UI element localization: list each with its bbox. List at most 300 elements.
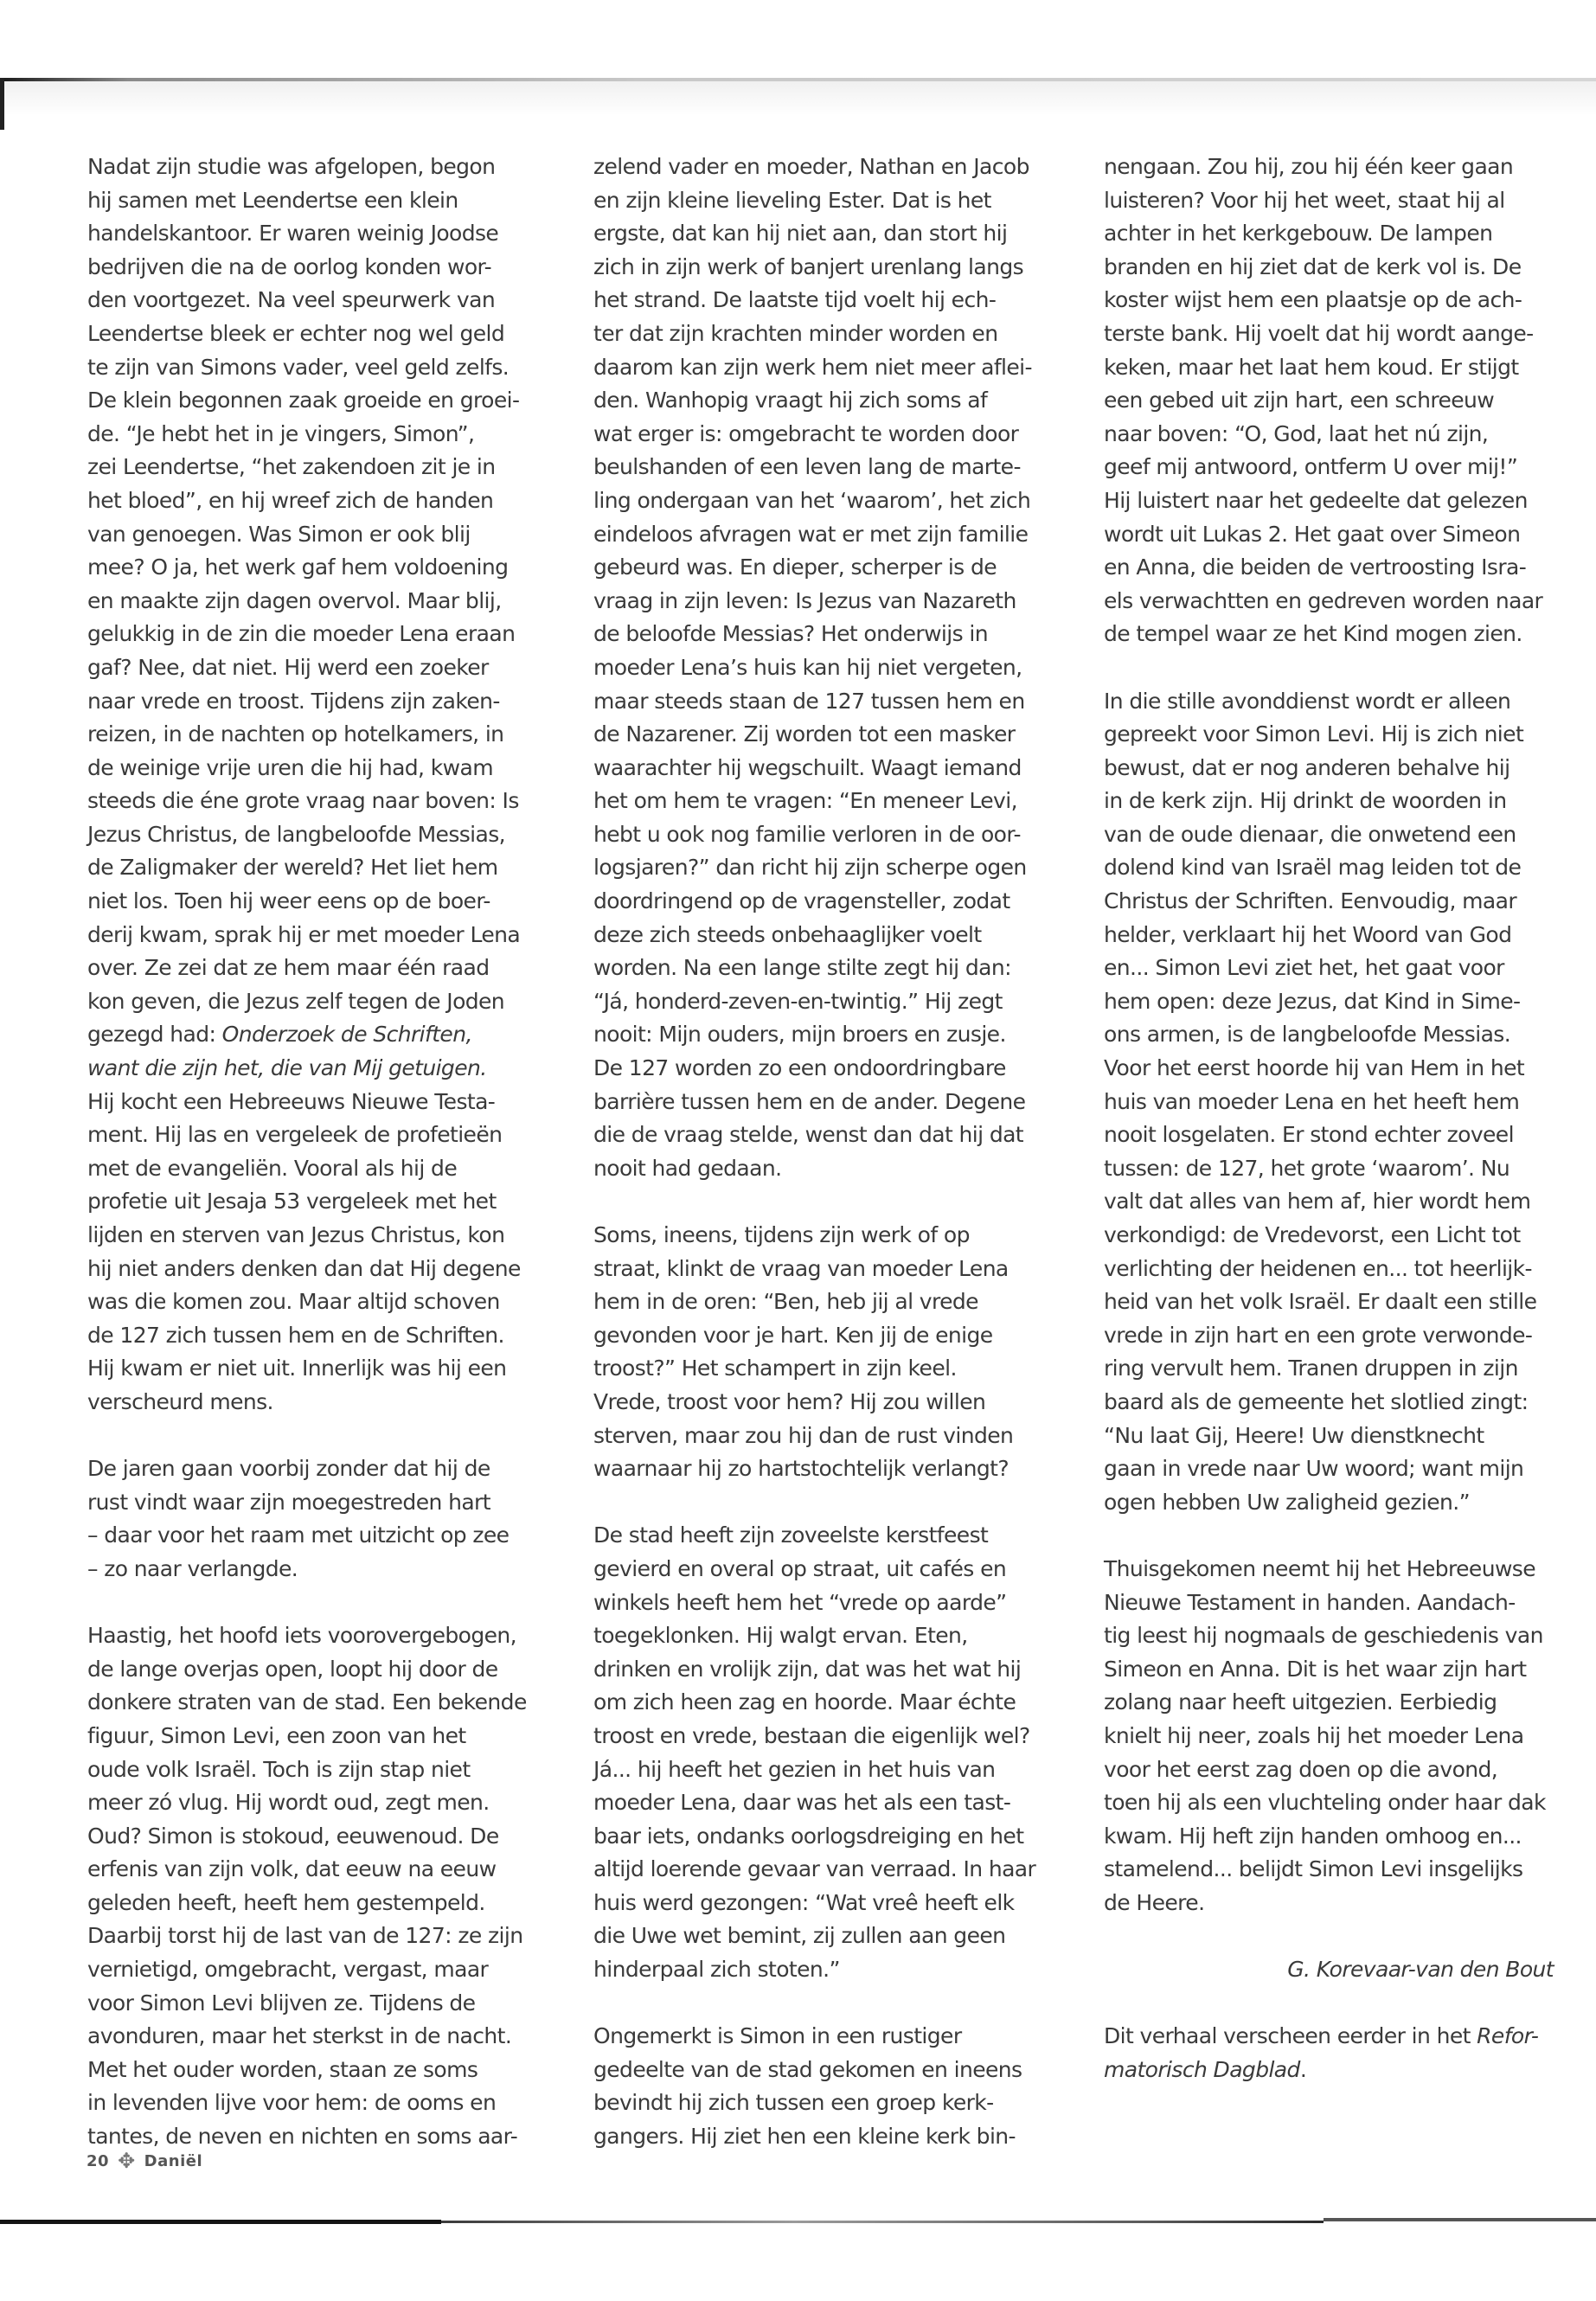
text-segment: moeder Lena, daar was het als een tast- [593,1790,1011,1816]
text-segment: Hij kwam er niet uit. Innerlijk was hij een [87,1356,507,1381]
text-segment: valt dat alles van hem af, hier wordt hem [1104,1189,1531,1215]
page-top-shadow [0,81,1596,116]
text-line [1104,184,1562,218]
article-column-1 [87,151,546,2154]
text-segment: bewust, dat er nog anderen behalve hij [1104,754,1510,780]
text-line [1104,585,1562,619]
text-segment: de weinige vrije uren die hij had, kwam [87,754,493,780]
text-segment: over. Ze zei dat ze hem maar één raad [87,955,490,981]
text-segment: barrière tussen hem en de ander. Degene [593,1088,1026,1114]
text-line [1104,451,1562,484]
text-line [593,718,1052,752]
text-segment: maar steeds staan de 127 tussen hem en [593,688,1025,714]
text-line [1104,1586,1562,1620]
text-line [1104,1753,1562,1787]
italic-quote: Onderzoek de Schriften, [221,1022,472,1048]
text-line [1104,1619,1562,1653]
text-segment: in levenden lijve voor hem: de ooms en [87,2090,497,2116]
text-segment: Simeon en Anna. Dit is het waar zijn hart [1104,1656,1527,1682]
text-segment: ogen hebben Uw zaligheid gezien.” [1104,1489,1470,1515]
text-segment: nooit losgelaten. Er stond echter zoveel [1104,1122,1514,1148]
source-note-text: Dit verhaal verscheen eerder in het [1104,2023,1477,2049]
text-segment: “Já, honderd-zeven-en-twintig.” Hij zegt [593,988,1003,1014]
text-segment: bedrijven die na de oorlog konden wor- [87,253,492,279]
magazine-name: Daniël [144,2151,203,2170]
text-line [1104,1319,1562,1353]
text-line [87,484,546,518]
text-line [593,1519,1052,1553]
text-segment: de Heere. [1104,1889,1205,1915]
text-segment: zei Leendertse, “het zakendoen zit je in [87,454,496,480]
text-line [87,752,546,785]
text-segment: gaan in vrede naar Uw woord; want mijn [1104,1456,1524,1482]
text-line [87,685,546,719]
text-line [1104,351,1562,385]
text-line [593,851,1052,885]
text-line [1104,1219,1562,1253]
text-line [87,1253,546,1286]
paragraph-gap [1104,1987,1562,2021]
text-segment: straat, klinkt de vraag van moeder Lena [593,1255,1009,1281]
text-line [593,351,1052,385]
text-segment: Jezus Christus, de langbeloofde Messias, [87,821,506,847]
text-segment: wordt uit Lukas 2. Het gaat over Simeon [1104,521,1521,547]
text-segment: de. “Je hebt het in je vingers, Simon”, [87,420,475,446]
page-number: 20 [87,2151,110,2170]
text-line [593,251,1052,285]
text-line [593,2120,1052,2154]
text-segment: gepreekt voor Simon Levi. Hij is zich niet [1104,721,1524,747]
source-note-text: . [1299,2056,1307,2082]
text-line [593,1653,1052,1687]
text-line [593,1319,1052,1353]
text-segment: De stad heeft zijn zoveelste kerstfeest [593,1522,989,1548]
source-note-line-1 [1104,2020,1562,2054]
text-segment: het om hem te vragen: “En meneer Levi, [593,788,1017,814]
text-segment: handelskantoor. Er waren weinig Joodse [87,221,499,247]
text-line [87,651,546,685]
text-segment: heid van het volk Israël. Er daalt een stille [1104,1289,1537,1315]
text-line [593,1686,1052,1720]
text-line [593,418,1052,452]
text-segment: verscheurd mens. [87,1388,273,1414]
text-line [87,551,546,585]
text-line [593,2054,1052,2087]
text-line [87,251,546,285]
text-line [87,151,546,184]
text-line [593,1920,1052,1953]
text-line [87,1452,546,1486]
text-segment: Haastig, het hoofd iets voorovergebogen, [87,1623,516,1649]
text-segment: Vrede, troost voor hem? Hij zou willen [593,1388,986,1414]
text-segment: branden en hij ziet dat de kerk vol is. De [1104,253,1522,279]
text-segment: De 127 worden zo een ondoordringbare [593,1055,1006,1081]
text-segment: erfenis van zijn volk, dat eeuw na eeuw [87,1856,497,1882]
paragraph-gap [593,1987,1052,2021]
text-line [87,952,546,985]
text-segment: toegeklonken. Hij walgt ervan. Eten, [593,1623,968,1649]
text-segment: altijd loerende gevaar van verraad. In haar [593,1856,1036,1882]
text-segment: gelukkig in de zin die moeder Lena eraan [87,621,516,647]
text-segment: knielt hij neer, zoals hij het moeder Lena [1104,1722,1524,1748]
text-segment: huis werd gezongen: “Wat vreê heeft elk [593,1889,1015,1915]
text-segment: de Zaligmaker der wereld? Het liet hem [87,855,498,881]
italic-quote: want die zijn het, die van Mij getuigen. [87,1055,487,1081]
author-byline: G. Korevaar-van den Bout [1287,1957,1554,1983]
text-line [1104,1452,1562,1486]
text-line [1104,818,1562,852]
text-line [1104,718,1562,752]
text-segment: Leendertse bleek er echter nog wel geld [87,320,505,346]
text-segment: baard als de gemeente het slotlied zingt: [1104,1388,1529,1414]
text-line [87,785,546,818]
text-segment: logsjaren?” dan richt hij zijn scherpe ogen [593,855,1027,881]
text-line [593,551,1052,585]
text-segment: tantes, de neven en nichten en soms aar- [87,2124,518,2150]
text-line [1104,1018,1562,1052]
text-line [1104,885,1562,919]
text-line [593,885,1052,919]
text-segment: koster wijst hem een plaatsje op de ach- [1104,287,1522,313]
text-line [87,1352,546,1386]
text-line [1104,851,1562,885]
text-segment: Christus der Schriften. Eenvoudig, maar [1104,888,1517,914]
text-segment: keken, maar het laat hem koud. Er stijgt [1104,354,1519,380]
text-line [87,451,546,484]
text-line [593,618,1052,651]
text-segment: hinderpaal zich stoten.” [593,1957,840,1983]
text-segment: waarachter hij wegschuilt. Waagt iemand [593,754,1022,780]
text-segment: troost?” Het schampert in zijn keel. [593,1356,957,1381]
text-line [87,284,546,317]
text-line [87,1619,546,1653]
text-segment: hij niet anders denken dan dat Hij degene [87,1255,521,1281]
text-line [87,518,546,552]
text-segment: nooit had gedaan. [593,1155,782,1181]
text-line [593,1219,1052,1253]
text-line [1104,618,1562,651]
text-line [593,1820,1052,1854]
text-line [87,351,546,385]
text-line [87,618,546,651]
text-segment: met de evangeliën. Vooral als hij de [87,1155,458,1181]
text-segment: ons armen, is de langbeloofde Messias. [1104,1022,1511,1048]
text-segment: ring vervult hem. Tranen druppen in zijn [1104,1356,1518,1381]
text-line [593,2020,1052,2054]
text-segment: mee? O ja, het werk gaf hem voldoening [87,554,509,580]
text-segment: In die stille avonddienst wordt er alleen [1104,688,1511,714]
text-line [593,217,1052,251]
text-segment: hem in de oren: “Ben, heb jij al vrede [593,1289,978,1315]
text-segment: – daar voor het raam met uitzicht op zee [87,1522,510,1548]
text-line [87,585,546,619]
text-segment: den voortgezet. Na veel speurwerk van [87,287,496,313]
text-segment: stamelend... belijdt Simon Levi insgelijks [1104,1856,1523,1882]
paragraph-gap [87,1420,546,1453]
paragraph-gap [1104,1519,1562,1553]
text-line [87,1720,546,1753]
text-segment: profetie uit Jesaja 53 vergeleek met het [87,1189,497,1215]
text-segment: luisteren? Voor hij het weet, staat hij al [1104,187,1505,213]
paragraph-gap [1104,1920,1562,1953]
source-note-publication: matorisch Dagblad [1104,2056,1300,2082]
text-line [87,2120,546,2154]
text-segment: Ongemerkt is Simon in een rustiger [593,2023,962,2049]
text-segment: vraag in zijn leven: Is Jezus van Nazareth [593,587,1016,613]
text-line [593,1086,1052,1119]
text-segment: Oud? Simon is stokoud, eeuwenoud. De [87,1823,499,1849]
text-line [87,1152,546,1186]
text-line [593,1352,1052,1386]
text-segment: geef mij antwoord, ontferm U over mij!” [1104,454,1518,480]
text-line [593,284,1052,317]
text-line [87,1285,546,1319]
text-line [1104,1052,1562,1086]
text-segment: waarnaar hij zo hartstochtelijk verlangt? [593,1456,1009,1482]
text-segment: nengaan. Zou hij, zou hij één keer gaan [1104,154,1514,179]
text-line [1104,151,1562,184]
text-line [87,818,546,852]
text-segment: daarom kan zijn werk hem niet meer aflei- [593,354,1032,380]
text-segment: en zijn kleine lieveling Ester. Dat is het [593,187,991,213]
text-segment: de 127 zich tussen hem en de Schriften. [87,1322,504,1348]
text-segment: avonduren, maar het sterkst in de nacht. [87,2023,512,2049]
page-bottom-edge [0,2220,441,2224]
text-line [87,1786,546,1820]
text-segment: verlichting der heidenen en... tot heerlijk- [1104,1255,1532,1281]
text-segment: hebt u ook nog familie verloren in de oor- [593,821,1021,847]
text-segment: een gebed uit zijn hart, een schreeuw [1104,388,1495,413]
text-segment: gevierd en overal op straat, uit cafés en [593,1555,1007,1581]
text-line [593,1152,1052,1186]
text-line [593,651,1052,685]
article-column-2 [593,151,1052,2154]
text-segment: gangers. Hij ziet hen een kleine kerk bin- [593,2124,1016,2150]
text-line [1104,1686,1562,1720]
text-segment: te zijn van Simons vader, veel geld zelfs. [87,354,510,380]
text-segment: eindeloos afvragen wat er met zijn familie [593,521,1029,547]
text-segment: meer zó vlug. Hij wordt oud, zegt men. [87,1790,490,1816]
text-line [1104,251,1562,285]
text-segment: vrede in zijn hart en een grote verwonde- [1104,1322,1533,1348]
text-line [87,418,546,452]
text-line [1104,1786,1562,1820]
text-line [87,1853,546,1887]
text-segment: rust vindt waar zijn moegestreden hart [87,1489,490,1515]
text-line [593,484,1052,518]
text-segment: ment. Hij las en vergeleek de profetieën [87,1122,503,1148]
text-line [593,1619,1052,1653]
text-segment: sterven, maar zou hij dan de rust vinden [593,1422,1014,1448]
text-line [1104,217,1562,251]
text-line [87,851,546,885]
text-line [87,718,546,752]
paragraph-gap [593,1486,1052,1520]
text-segment: het bloed”, en hij wreef zich de handen [87,487,494,513]
text-segment: Já... hij heeft het gezien in het huis van [593,1756,996,1782]
paragraph-gap [1104,651,1562,685]
text-segment: hij samen met Leendertse een klein [87,187,458,213]
text-line [593,317,1052,351]
text-segment: ter dat zijn krachten minder worden en [593,320,998,346]
text-segment: winkels heeft hem het “vrede op aarde” [593,1589,1007,1615]
text-segment: naar boven: “O, God, laat het nú zijn, [1104,420,1489,446]
text-segment: voor het eerst zag doen op die avond, [1104,1756,1498,1782]
text-segment: ling ondergaan van het ‘waarom’, het zich [593,487,1031,513]
text-segment: gedeelte van de stad gekomen en ineens [593,2056,1022,2082]
text-segment: en maakte zijn dagen overvol. Maar blij, [87,587,502,613]
text-line [1104,985,1562,1019]
text-line [87,1118,546,1152]
text-segment: Thuisgekomen neemt hij het Hebreeuwse [1104,1555,1535,1581]
text-segment: Hij kocht een Hebreeuws Nieuwe Testa- [87,1088,496,1114]
text-line [87,1319,546,1353]
text-segment: troost en vrede, bestaan die eigenlijk wel? [593,1722,1030,1748]
text-segment: en Anna, die beiden de vertroosting Isra- [1104,554,1527,580]
text-segment: “Nu laat Gij, Heere! Uw dienstknecht [1104,1422,1484,1448]
text-line [593,919,1052,952]
text-line [1104,1086,1562,1119]
text-line [593,1720,1052,1753]
text-segment: helder, verklaart hij het Woord van God [1104,921,1512,947]
text-segment: huis van moeder Lena en het heeft hem [1104,1088,1520,1114]
text-segment: kwam. Hij heft zijn handen omhoog en... [1104,1823,1522,1849]
text-segment: De jaren gaan voorbij zonder dat hij de [87,1456,490,1482]
text-line [1104,1486,1562,1520]
text-line [1104,1820,1562,1854]
text-segment: beulshanden of een leven lang de marte- [593,454,1021,480]
text-line [593,451,1052,484]
text-segment: voor Simon Levi blijven ze. Tijdens de [87,1990,476,2016]
page-bottom-edge [1324,2218,1596,2221]
text-segment: Nieuwe Testament in handen. Aandach- [1104,1589,1516,1615]
text-segment: zolang naar heeft uitgezien. Eerbiedig [1104,1689,1497,1715]
text-line [593,184,1052,218]
text-line [593,685,1052,719]
text-line [593,1553,1052,1586]
text-line [593,1786,1052,1820]
text-line [1104,1420,1562,1453]
text-segment: wat erger is: omgebracht te worden door [593,420,1019,446]
text-line [1104,518,1562,552]
text-segment: tussen: de 127, het grote ‘waarom’. Nu [1104,1155,1510,1181]
text-segment: Soms, ineens, tijdens zijn werk of op [593,1222,970,1247]
text-line [87,1887,546,1920]
text-line [87,2020,546,2054]
text-line [87,1018,546,1052]
text-line [87,1219,546,1253]
text-line [1104,317,1562,351]
text-segment: die Uwe wet bemint, zij zullen aan geen [593,1923,1006,1949]
text-line [87,317,546,351]
text-segment: gaf? Nee, dat niet. Hij werd een zoeker [87,654,489,680]
text-line [87,1519,546,1553]
text-segment: was die komen zou. Maar altijd schoven [87,1289,500,1315]
text-line [87,1820,546,1854]
text-line [593,785,1052,818]
text-line [593,2086,1052,2120]
text-line [593,952,1052,985]
text-line [1104,551,1562,585]
text-segment: reizen, in de nachten op hotelkamers, in [87,721,504,747]
paragraph-gap [87,1586,546,1620]
text-segment: die de vraag stelde, wenst dan dat hij dat [593,1122,1024,1148]
text-segment: els verwachtten en gedreven worden naar [1104,587,1543,613]
text-line [1104,1720,1562,1753]
page-left-edge [0,78,4,130]
text-line [87,184,546,218]
text-line [1104,1253,1562,1286]
text-segment: in de kerk zijn. Hij drinkt de woorden in [1104,788,1507,814]
text-line [87,1686,546,1720]
source-note-line-2 [1104,2054,1562,2087]
text-segment: niet los. Toen hij weer eens op de boer- [87,888,490,914]
text-line [593,585,1052,619]
text-segment: de tempel waar ze het Kind mogen zien. [1104,621,1522,647]
text-line [87,1486,546,1520]
text-segment: deze zich steeds onbehaaglijker voelt [593,921,982,947]
text-line [1104,1118,1562,1152]
text-segment: nooit: Mijn ouders, mijn broers en zusje. [593,1022,1006,1048]
text-line [87,1987,546,2021]
text-segment: achter in het kerkgebouw. De lampen [1104,221,1493,247]
text-segment: dolend kind van Israël mag leiden tot de [1104,855,1522,881]
text-segment: het strand. De laatste tijd voelt hij ech- [593,287,997,313]
text-line [593,1887,1052,1920]
text-line [87,1086,546,1119]
page-footer [87,2150,202,2171]
text-line [593,752,1052,785]
text-segment: de lange overjas open, loopt hij door de [87,1656,498,1682]
text-segment: baar iets, ondanks oorlogsdreiging en het [593,1823,1024,1849]
text-segment: Hij luistert naar het gedeelte dat gelezen [1104,487,1528,513]
article-column-3 [1104,151,1562,2086]
text-line [593,985,1052,1019]
text-line [593,1853,1052,1887]
text-line [1104,1152,1562,1186]
text-segment: de beloofde Messias? Het onderwijs in [593,621,988,647]
text-segment: van genoegen. Was Simon er ook blij [87,521,471,547]
text-segment: toen hij als een vluchteling onder haar dak [1104,1790,1546,1816]
text-line [87,1386,546,1420]
text-segment: om zich heen zag en hoorde. Maar échte [593,1689,1016,1715]
text-line [593,518,1052,552]
text-line [593,1953,1052,1987]
text-line [593,384,1052,418]
text-line [87,1185,546,1219]
text-line [87,1553,546,1586]
text-segment: hem open: deze Jezus, dat Kind in Sime- [1104,988,1521,1014]
text-segment: Met het ouder worden, staan ze soms [87,2056,478,2082]
text-segment: geleden heeft, heeft hem gestempeld. [87,1889,485,1915]
text-line [593,1753,1052,1787]
text-line [87,1920,546,1953]
text-line [87,1052,546,1086]
text-line [1104,1386,1562,1420]
text-line [593,151,1052,184]
page-bottom-edge [441,2221,1324,2223]
text-line [87,885,546,919]
paragraph-gap [593,1185,1052,1219]
text-segment: zich in zijn werk of banjert urenlang langs [593,253,1024,279]
text-segment: naar vrede en troost. Tijdens zijn zaken- [87,688,500,714]
text-line [593,818,1052,852]
text-line [1104,284,1562,317]
text-line [593,1420,1052,1453]
text-line [1104,484,1562,518]
text-segment: Daarbij torst hij de last van de 127: ze zijn [87,1923,523,1949]
text-line [87,2054,546,2087]
